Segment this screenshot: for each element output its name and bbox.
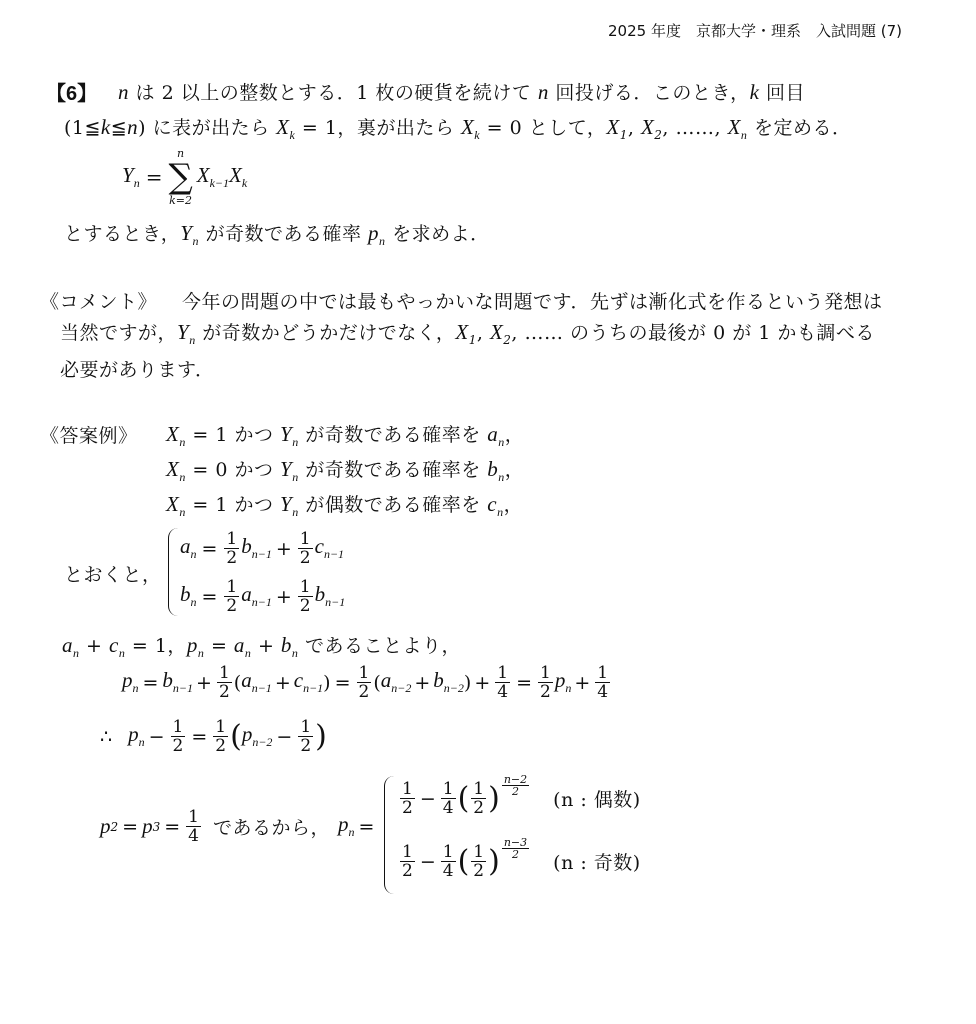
cases-brace (384, 776, 395, 894)
comment-label: 《コメント》 (40, 291, 158, 313)
y-sum-formula: $Y_n$ = n ∑ k=2 $X_{k-1}X_k$ (122, 147, 248, 207)
problem-line-1: n は 2 以上の整数とする．1 枚の硬貨を続けて n 回投げる．このとき，k 回目 (118, 80, 806, 104)
problem-line-3: とするとき，$Y_n$ が奇数である確率 $p_n$ を求めよ． (64, 221, 490, 249)
def-c: $X_n = 1$ かつ $Y_n$ が偶数である確率を $c_n$， (166, 492, 524, 520)
set-label: とおくと， (64, 564, 162, 586)
recurrence-b: $b_n$ = $\frac{1}{2}$ $a_{n-1}$ + $\frac{1}{2}$ $b_{n-1}$ (180, 577, 346, 616)
equation-therefore: ∴ $p_n$ − $\frac{1}{2}$ = $\frac{1}{2}$ ( $p_{n-2}$ − $\frac{1}{2}$ ) (100, 717, 327, 756)
comment-line-3: 必要があります． (60, 359, 215, 381)
page-header: 2025 年度 京都大学・理系 入試問題 (7) (608, 22, 902, 40)
problem-line-2: (1≦k≦n) に表が出たら $X_k = 1$，裏が出たら $X_k = 0$ として，$X_1$, $X_2$, ……, $X_n$ を定める． (64, 115, 852, 143)
initial-condition: p 2 = p 3 = $\frac{1}{4}$ であるから， $p_n$ = (100, 807, 375, 846)
def-b: $X_n = 0$ かつ $Y_n$ が奇数である確率を $b_n$， (166, 457, 525, 485)
def-a: $X_n = 1$ かつ $Y_n$ が奇数である確率を $a_n$， (166, 422, 525, 450)
answer-label: 《答案例》 (40, 425, 138, 447)
condition-line: $a_n + c_n = 1$，$p_n = a_n + b_n$ であることより， (62, 633, 461, 661)
case-even: $\frac{1}{2}$ − $\frac{1}{4}$ ( $\frac{1}{2}$ ) $\frac{n-2}{2}$ (n : 偶数) (402, 773, 641, 818)
problem-number: 【6】 (46, 83, 98, 105)
case-odd: $\frac{1}{2}$ − $\frac{1}{4}$ ( $\frac{1}{2}$ ) $\frac{n-3}{2}$ (n : 奇数) (402, 836, 641, 881)
equation-1: $p_n$ = $b_{n-1}$ + $\frac{1}{2}$ ( $a_{n-1}$ + $c_{n-1}$ ) = $\frac{1}{2}$ ( $a_{n-2}$ + $b_{n-2}$ ) + $\frac{1}{4}$ = $\frac{1}{2}$ $p_n$ + $\frac{1}{4}$ (122, 663, 609, 702)
recurrence-a: $a_n$ = $\frac{1}{2}$ $b_{n-1}$ + $\frac{1}{2}$ $c_{n-1}$ (180, 529, 345, 568)
system-brace (168, 528, 179, 616)
comment-line-1: 今年の問題の中では最もやっかいな問題です．先ずは漸化式を作るという発想は (182, 291, 883, 313)
comment-line-2: 当然ですが，$Y_n$ が奇数かどうかだけでなく，$X_1$, $X_2$, …… のうちの最後が 0 が 1 かも調べる (60, 320, 875, 348)
